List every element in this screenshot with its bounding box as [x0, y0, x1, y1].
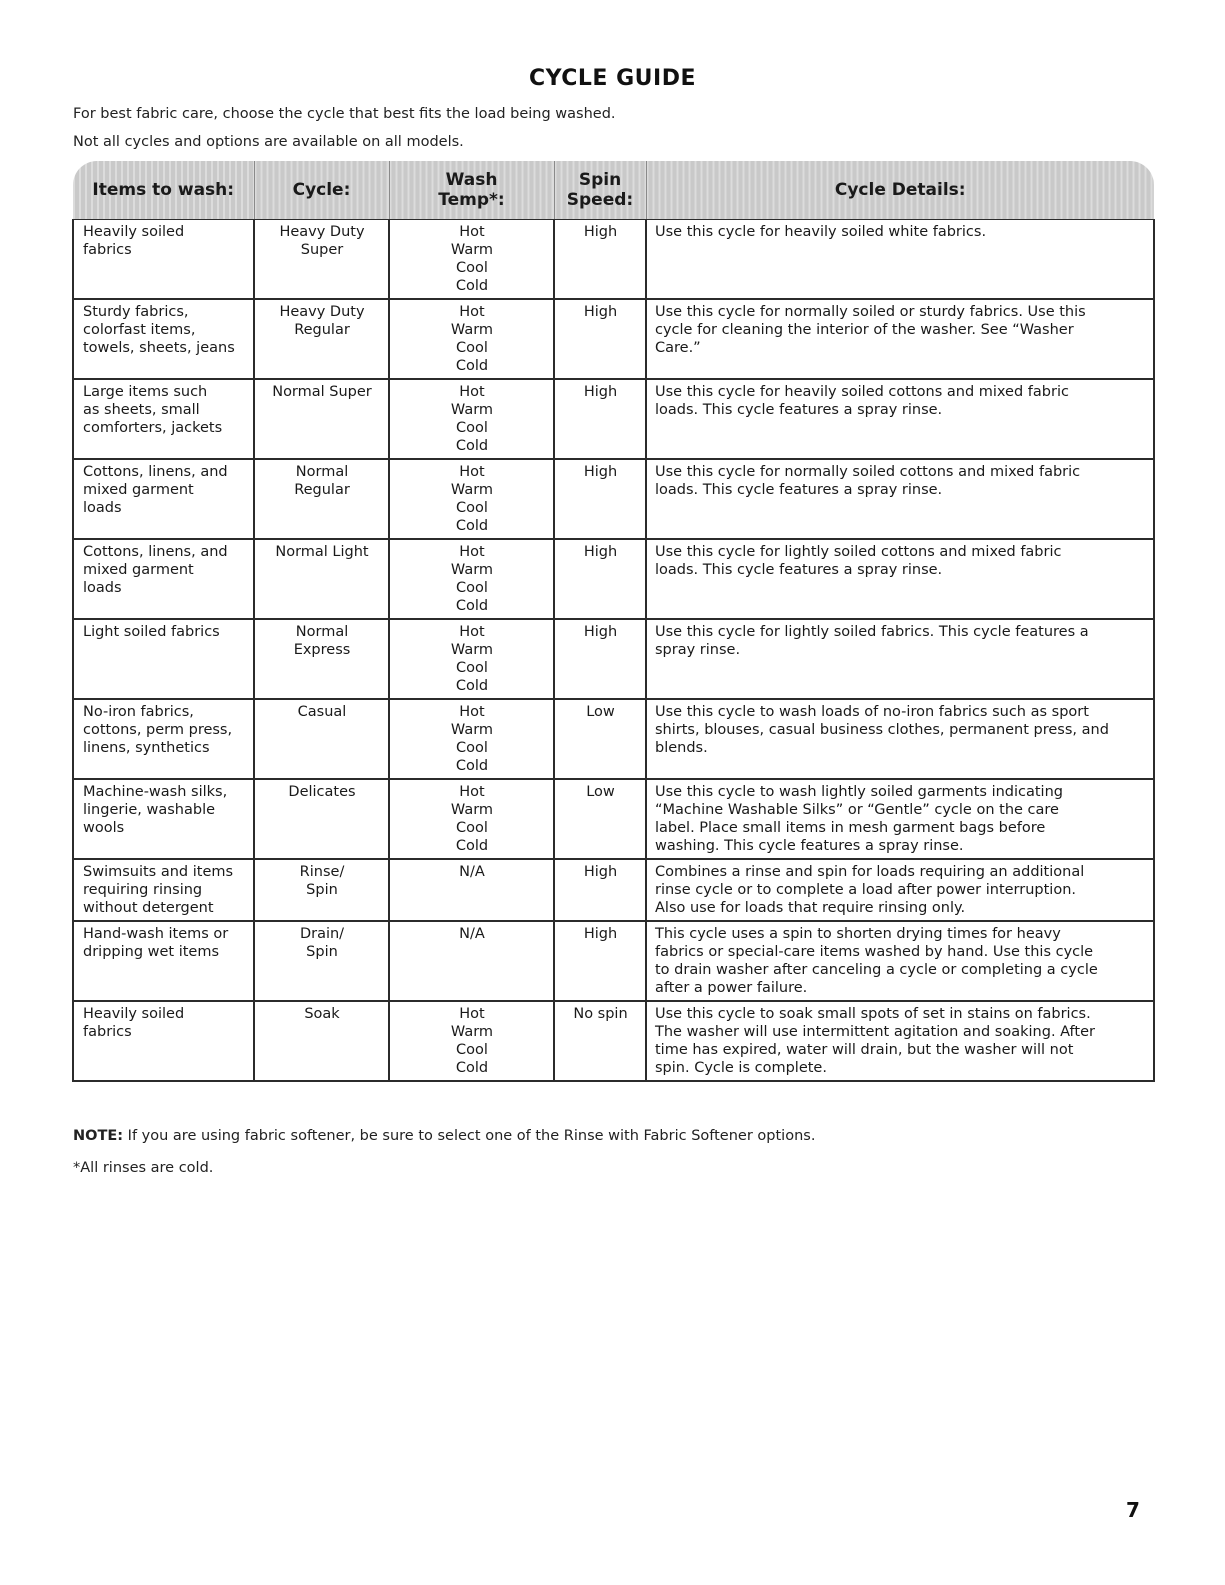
cell-wash-temp-line: Cool [456, 260, 488, 276]
cell-wash-temp-line: Cold [455, 518, 489, 534]
cell-wash-temp-line: Cool [456, 420, 488, 436]
cell-wash-temp-line: Warm [450, 1024, 494, 1040]
cell-cycle [254, 699, 389, 779]
cell-cycle-details-line: Use this cycle to wash lightly soiled garments indicating [655, 784, 1063, 800]
cell-spin-speed-line: High [583, 624, 618, 640]
cell-spin-speed-line: High [583, 544, 618, 560]
cell-spin-speed [554, 299, 646, 379]
cell-items [73, 1001, 254, 1081]
cell-cycle-line: Spin [306, 944, 338, 960]
cell-items-line: as sheets, small [83, 402, 200, 418]
cell-wash-temp-line: Warm [450, 322, 494, 338]
cell-items-line: requiring rinsing [83, 882, 203, 898]
cell-cycle [254, 1001, 389, 1081]
cell-items-line: colorfast items, [83, 322, 196, 338]
cell-cycle-details [646, 779, 1154, 859]
cell-cycle-details-line: Use this cycle for heavily soiled cottons and mixed fabric [655, 384, 1069, 400]
cell-wash-temp [389, 699, 554, 779]
cell-wash-temp-line: Cold [455, 438, 489, 454]
cell-cycle-details [646, 859, 1154, 921]
header-cycle: Cycle: [254, 161, 389, 220]
cell-cycle-details [646, 1001, 1154, 1081]
cell-wash-temp-line: Warm [450, 722, 494, 738]
intro-text-1: For best fabric care, choose the cycle that best fits the load being washed. [73, 106, 616, 122]
cell-wash-temp-line: N/A [459, 926, 485, 942]
cell-cycle-details-line: Use this cycle for lightly soiled fabrics. This cycle features a [655, 624, 1089, 640]
cell-items [73, 299, 254, 379]
cell-spin-speed-line: High [583, 384, 618, 400]
cell-items-line: lingerie, washable [83, 802, 216, 818]
cell-spin-speed-line: No spin [573, 1006, 628, 1022]
cell-cycle-line: Spin [306, 882, 338, 898]
cell-items-line: loads [83, 580, 122, 596]
cell-cycle-details-line: loads. This cycle features a spray rinse. [655, 402, 943, 418]
cell-wash-temp [389, 921, 554, 1001]
cell-cycle-line: Drain/ [299, 926, 345, 942]
cell-items [73, 459, 254, 539]
cell-spin-speed [554, 539, 646, 619]
cell-spin-speed-line: High [583, 926, 618, 942]
cell-cycle-line: Super [300, 242, 344, 258]
table-row [73, 459, 1154, 539]
cell-wash-temp [389, 539, 554, 619]
cell-cycle-details-line: Use this cycle for normally soiled or sturdy fabrics. Use this [655, 304, 1086, 320]
cell-items-line: Sturdy fabrics, [83, 304, 189, 320]
cell-wash-temp [389, 459, 554, 539]
cell-wash-temp-line: Hot [459, 1006, 485, 1022]
cell-cycle-details-line: washing. This cycle features a spray rinse. [655, 838, 964, 854]
cell-wash-temp-line: Cool [456, 580, 488, 596]
cell-wash-temp-line: Hot [459, 704, 485, 720]
cell-cycle-details-line: Use this cycle for lightly soiled cottons and mixed fabric [655, 544, 1062, 560]
cell-items-line: Swimsuits and items [83, 864, 234, 880]
cell-items-line: comforters, jackets [83, 420, 223, 436]
cell-spin-speed-line: Low [586, 704, 615, 720]
cell-wash-temp-line: Warm [450, 562, 494, 578]
cell-items [73, 379, 254, 459]
cycle-guide-table [72, 161, 1155, 1082]
table-row [73, 299, 1154, 379]
cell-wash-temp-line: Cold [455, 278, 489, 294]
cell-wash-temp-line: Cool [456, 660, 488, 676]
table-row [73, 619, 1154, 699]
cell-spin-speed [554, 619, 646, 699]
cell-cycle-line: Regular [294, 482, 350, 498]
cell-items-line: Machine-wash silks, [83, 784, 228, 800]
cell-wash-temp-line: Cold [455, 598, 489, 614]
cell-cycle-details-line: Also use for loads that require rinsing only. [655, 900, 966, 916]
cell-items-line: wools [83, 820, 125, 836]
page-number: 7 [1126, 1498, 1140, 1522]
cell-wash-temp-line: Warm [450, 642, 494, 658]
cell-items [73, 220, 254, 300]
cell-spin-speed [554, 220, 646, 300]
cell-cycle-line: Heavy Duty [279, 304, 365, 320]
cell-items-line: fabrics [83, 1024, 132, 1040]
cell-spin-speed [554, 779, 646, 859]
cell-cycle-line: Normal [295, 464, 349, 480]
page-title: CYCLE GUIDE [528, 66, 697, 91]
cell-cycle-details [646, 220, 1154, 300]
cell-cycle [254, 779, 389, 859]
table-header-row [73, 161, 1154, 220]
cell-cycle-details-line: fabrics or special-care items washed by hand. Use this cycle [655, 944, 1094, 960]
cell-items-line: without detergent [83, 900, 214, 916]
cell-wash-temp-line: Warm [450, 242, 494, 258]
cell-wash-temp-line: Hot [459, 384, 485, 400]
cell-wash-temp-line: Warm [450, 402, 494, 418]
cell-cycle-details [646, 299, 1154, 379]
cell-spin-speed [554, 459, 646, 539]
table-row [73, 379, 1154, 459]
cell-cycle-details-line: label. Place small items in mesh garment bags before [655, 820, 1046, 836]
cell-items-line: fabrics [83, 242, 132, 258]
cell-items [73, 539, 254, 619]
cell-items [73, 619, 254, 699]
table-row [73, 699, 1154, 779]
cell-cycle-details-line: time has expired, water will drain, but the washer will not [655, 1042, 1074, 1058]
cell-spin-speed [554, 921, 646, 1001]
cell-items-line: Heavily soiled [83, 1006, 185, 1022]
cell-spin-speed-line: High [583, 304, 618, 320]
cell-wash-temp-line: Cold [455, 678, 489, 694]
cell-cycle-details-line: spray rinse. [655, 642, 741, 658]
table-row [73, 539, 1154, 619]
table-row [73, 859, 1154, 921]
cell-cycle-details-line: The washer will use intermittent agitation and soaking. After [655, 1024, 1095, 1040]
cell-items-line: mixed garment [83, 482, 194, 498]
table-row [73, 220, 1154, 300]
cell-wash-temp-line: Hot [459, 784, 485, 800]
cell-items-line: mixed garment [83, 562, 194, 578]
cell-spin-speed-line: High [583, 864, 618, 880]
cell-items [73, 921, 254, 1001]
cell-cycle-details-line: “Machine Washable Silks” or “Gentle” cycle on the care [655, 802, 1059, 818]
note-text [73, 1128, 815, 1144]
cell-spin-speed [554, 1001, 646, 1081]
cell-cycle-details-line: loads. This cycle features a spray rinse. [655, 482, 943, 498]
cell-items-line: Heavily soiled [83, 224, 185, 240]
cell-cycle-details [646, 619, 1154, 699]
cell-wash-temp-line: Cool [456, 740, 488, 756]
cell-items [73, 779, 254, 859]
table-row [73, 779, 1154, 859]
cell-cycle-details-line: Care.” [655, 340, 701, 356]
cell-cycle [254, 921, 389, 1001]
cell-items [73, 859, 254, 921]
cell-items-line: cottons, perm press, [83, 722, 233, 738]
cell-wash-temp-line: Cold [455, 358, 489, 374]
cell-wash-temp [389, 779, 554, 859]
cell-wash-temp-line: Hot [459, 544, 485, 560]
header-wash-temp: Wash Temp*: [389, 161, 554, 220]
cell-cycle-details-line: cycle for cleaning the interior of the washer. See “Washer [655, 322, 1074, 338]
cell-spin-speed [554, 859, 646, 921]
cell-items-line: linens, synthetics [83, 740, 210, 756]
cell-wash-temp-line: Cold [455, 758, 489, 774]
cell-cycle-details-line: Use this cycle for normally soiled cottons and mixed fabric [655, 464, 1081, 480]
cell-cycle-details-line: blends. [655, 740, 708, 756]
cell-cycle-line: Heavy Duty [279, 224, 365, 240]
table-row [73, 1001, 1154, 1081]
intro-text-2: Not all cycles and options are available on all models. [73, 134, 464, 150]
cell-wash-temp-line: Hot [459, 304, 485, 320]
cell-wash-temp [389, 859, 554, 921]
cell-cycle [254, 459, 389, 539]
cell-cycle-details-line: shirts, blouses, casual business clothes, permanent press, and [655, 722, 1109, 738]
cell-cycle [254, 299, 389, 379]
cell-cycle [254, 619, 389, 699]
cell-wash-temp-line: N/A [459, 864, 485, 880]
cell-items-line: towels, sheets, jeans [83, 340, 235, 356]
cell-spin-speed-line: High [583, 224, 618, 240]
cell-cycle [254, 220, 389, 300]
cell-spin-speed-line: High [583, 464, 618, 480]
cell-wash-temp-line: Warm [450, 482, 494, 498]
note-body: If you are using fabric softener, be sure to select one of the Rinse with Fabric Softener options. [123, 1128, 816, 1144]
cell-wash-temp-line: Cold [455, 838, 489, 854]
cell-wash-temp [389, 379, 554, 459]
cell-wash-temp-line: Cool [456, 1042, 488, 1058]
cell-cycle-line: Regular [294, 322, 350, 338]
cell-cycle-details [646, 921, 1154, 1001]
cell-spin-speed [554, 699, 646, 779]
cell-cycle [254, 379, 389, 459]
cell-wash-temp [389, 1001, 554, 1081]
cell-cycle-line: Delicates [288, 784, 356, 800]
cell-wash-temp-line: Warm [450, 802, 494, 818]
cell-cycle-details [646, 539, 1154, 619]
cell-cycle-details-line: rinse cycle or to complete a load after power interruption. [655, 882, 1076, 898]
cell-cycle-line: Normal Light [275, 544, 369, 560]
cell-cycle-details-line: loads. This cycle features a spray rinse. [655, 562, 943, 578]
cell-wash-temp-line: Cool [456, 500, 488, 516]
cell-cycle-line: Rinse/ [299, 864, 345, 880]
cell-cycle-line: Soak [304, 1006, 340, 1022]
cell-cycle-details-line: This cycle uses a spin to shorten drying times for heavy [655, 926, 1061, 942]
cell-items-line: Large items such [83, 384, 208, 400]
footnote: *All rinses are cold. [73, 1160, 214, 1176]
cell-wash-temp-line: Hot [459, 224, 485, 240]
cell-items [73, 699, 254, 779]
cell-cycle-details [646, 459, 1154, 539]
cell-items-line: Light soiled fabrics [83, 624, 220, 640]
cell-wash-temp-line: Cool [456, 340, 488, 356]
cell-wash-temp [389, 220, 554, 300]
header-spin-speed: Spin Speed: [554, 161, 646, 220]
cell-spin-speed-line: Low [586, 784, 615, 800]
cell-cycle-details-line: spin. Cycle is complete. [655, 1060, 827, 1076]
table-row [73, 921, 1154, 1001]
cell-items-line: loads [83, 500, 122, 516]
cell-cycle-details-line: Combines a rinse and spin for loads requiring an additional [655, 864, 1085, 880]
cell-cycle-details-line: Use this cycle for heavily soiled white fabrics. [655, 224, 987, 240]
cell-cycle-details [646, 699, 1154, 779]
cell-wash-temp-line: Hot [459, 624, 485, 640]
cell-items-line: dripping wet items [83, 944, 220, 960]
cell-cycle [254, 859, 389, 921]
header-items: Items to wash: [73, 161, 254, 220]
table-body [73, 220, 1154, 1082]
cell-cycle-line: Express [293, 642, 351, 658]
cell-cycle-line: Normal Super [272, 384, 372, 400]
header-cycle-details: Cycle Details: [646, 161, 1154, 220]
cell-items-line: Cottons, linens, and [83, 464, 228, 480]
cell-wash-temp [389, 299, 554, 379]
cell-cycle [254, 539, 389, 619]
note-label: NOTE: [73, 1128, 124, 1144]
cell-items-line: Cottons, linens, and [83, 544, 228, 560]
cell-items-line: Hand-wash items or [83, 926, 229, 942]
cell-wash-temp-line: Cold [455, 1060, 489, 1076]
cell-cycle-details-line: after a power failure. [655, 980, 808, 996]
cell-cycle-details-line: Use this cycle to wash loads of no-iron fabrics such as sport [655, 704, 1089, 720]
cell-cycle-line: Normal [295, 624, 349, 640]
cell-cycle-details [646, 379, 1154, 459]
cell-cycle-details-line: Use this cycle to soak small spots of set in stains on fabrics. [655, 1006, 1091, 1022]
cell-spin-speed [554, 379, 646, 459]
cell-cycle-line: Casual [297, 704, 347, 720]
cell-wash-temp-line: Hot [459, 464, 485, 480]
cell-cycle-details-line: to drain washer after canceling a cycle or completing a cycle [655, 962, 1098, 978]
cell-items-line: No-iron fabrics, [83, 704, 194, 720]
cell-wash-temp [389, 619, 554, 699]
cell-wash-temp-line: Cool [456, 820, 488, 836]
